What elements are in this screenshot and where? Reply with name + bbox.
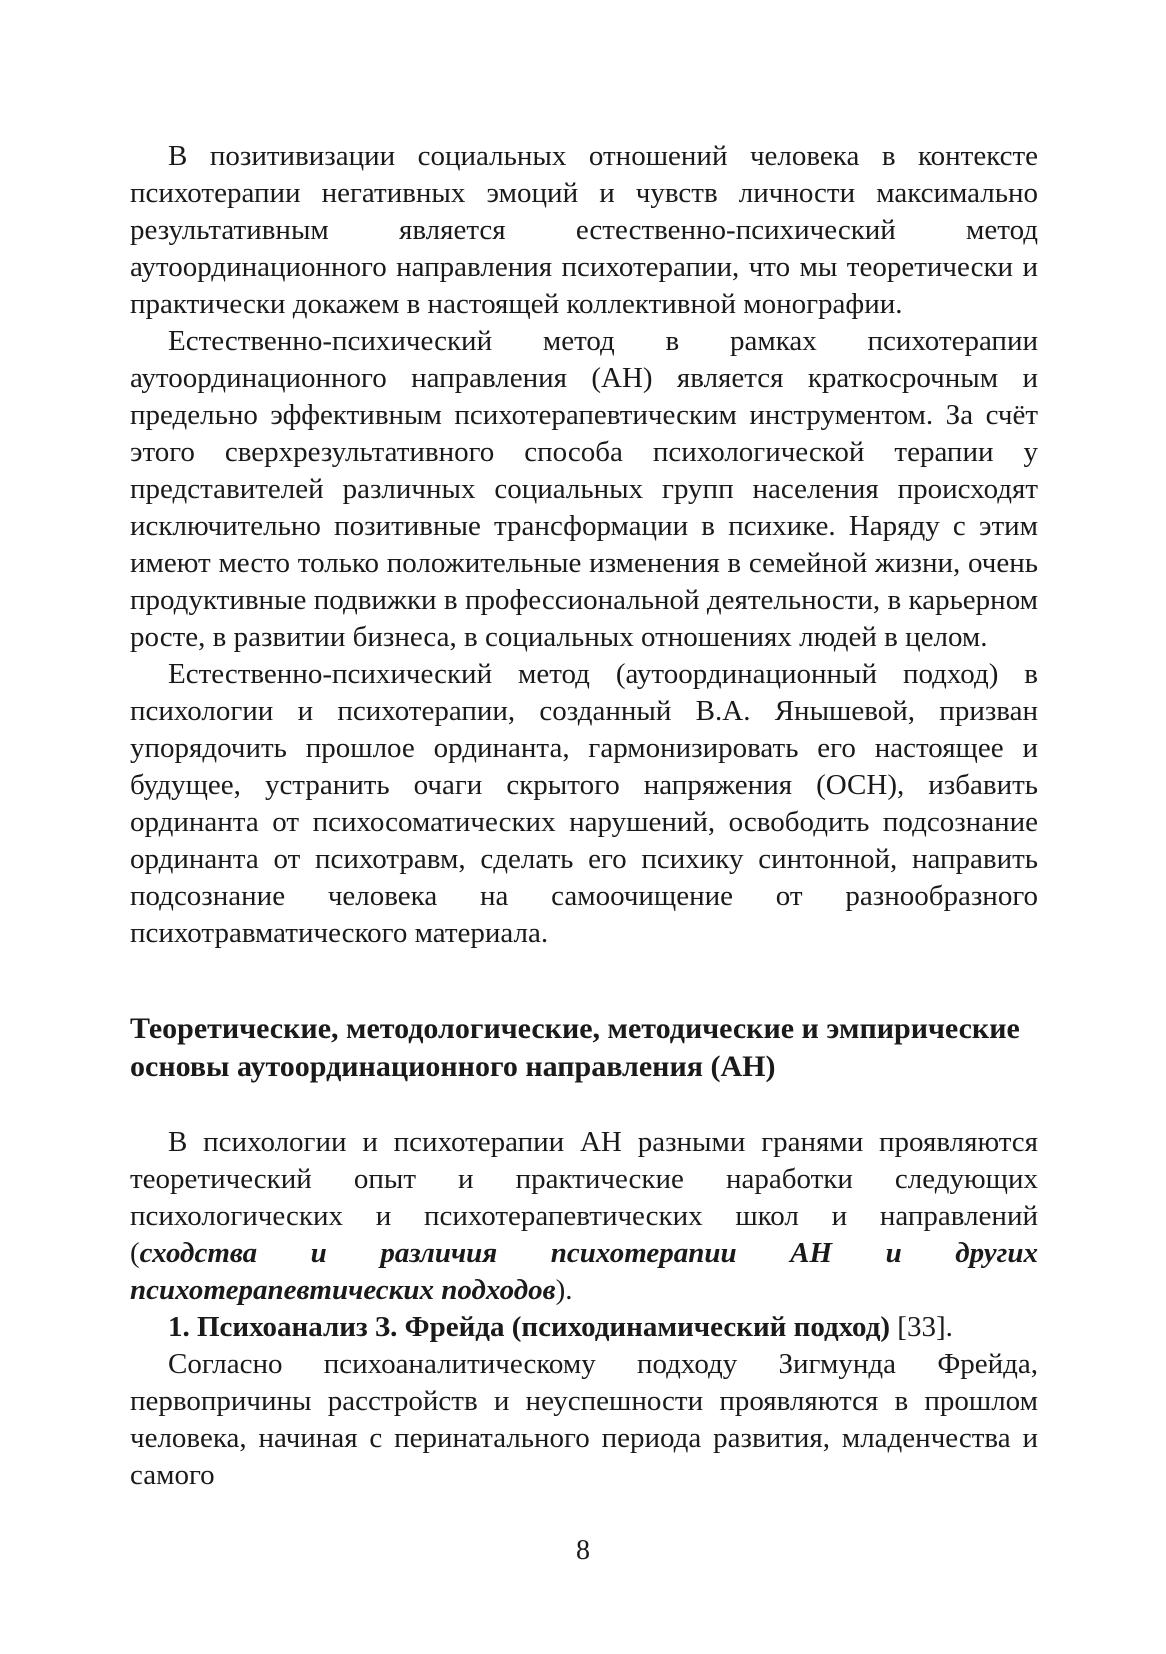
item-1-reference: [33]. — [890, 1311, 953, 1343]
paragraph-1: В позитивизации социальных отношений человека в контексте психотерапии негативных эмоций и чувств личности максимально результативным является естественно-психический метод аутоординационного направления психотерапии, что мы теоретически и практически докажем в настоящей коллективной монографии. — [130, 140, 1038, 320]
paragraph-5: Согласно психоаналитическому подходу Зигмунда Фрейда, первопричины расстройств и неуспешности проявляются в прошлом человека, начиная с перинатального периода развития, младенчества и самого — [130, 1348, 1038, 1491]
paragraph-2: Естественно-психический метод в рамках психотерапии аутоординационного направления (АН) является краткосрочным и предельно эффективным психотерапевтическим инструментом. За счёт этого сверхрезультативного способа психологической терапии у представителей различных социальных групп населения происходят исключительно позитивные трансформации в психике. Наряду с этим имеют место только положительные изменения в семейной жизни, очень продуктивные подвижки в профессиональной деятельности, в карьерном росте, в развитии бизнеса, в социальных отношениях людей в целом. — [130, 325, 1038, 653]
item-1-title: 1. Психоанализ З. Фрейда (психодинамический подход) — [168, 1311, 891, 1343]
page-body — [130, 138, 1038, 1494]
numbered-item-1 — [130, 1309, 1038, 1346]
paragraph-4-emphasis: сходства и различия психотерапии АН и других психотерапевтических подходов — [130, 1237, 1038, 1306]
paragraph-3: Естественно-психический метод (аутоординационный подход) в психологии и психотерапии, созданный В.А. Янышевой, призван упорядочить прошлое ординанта, гармонизировать его настоящее и будущее, устранить очаги скрытого напряжения (ОСН), избавить ординанта от психосоматических нарушений, освободить подсознание ординанта от психотравм, сделать его психику синтонной, направить подсознание человека на самоочищение от разнообразного психотравматического материала. — [130, 658, 1038, 949]
paragraph-4-end: ). — [555, 1274, 573, 1306]
page-number: 8 — [576, 1535, 590, 1566]
paragraph-4 — [130, 1124, 1038, 1309]
section-heading: Теоретические, методологические, методические и эмпирические основы аутоординационного направления (АН) — [130, 1012, 1020, 1083]
paragraph-4-start: В психологии и психотерапии АН разными гранями проявляются теоретический опыт и практические наработки следующих психологических и психотерапевтических школ и направлений ( — [130, 1126, 1038, 1269]
